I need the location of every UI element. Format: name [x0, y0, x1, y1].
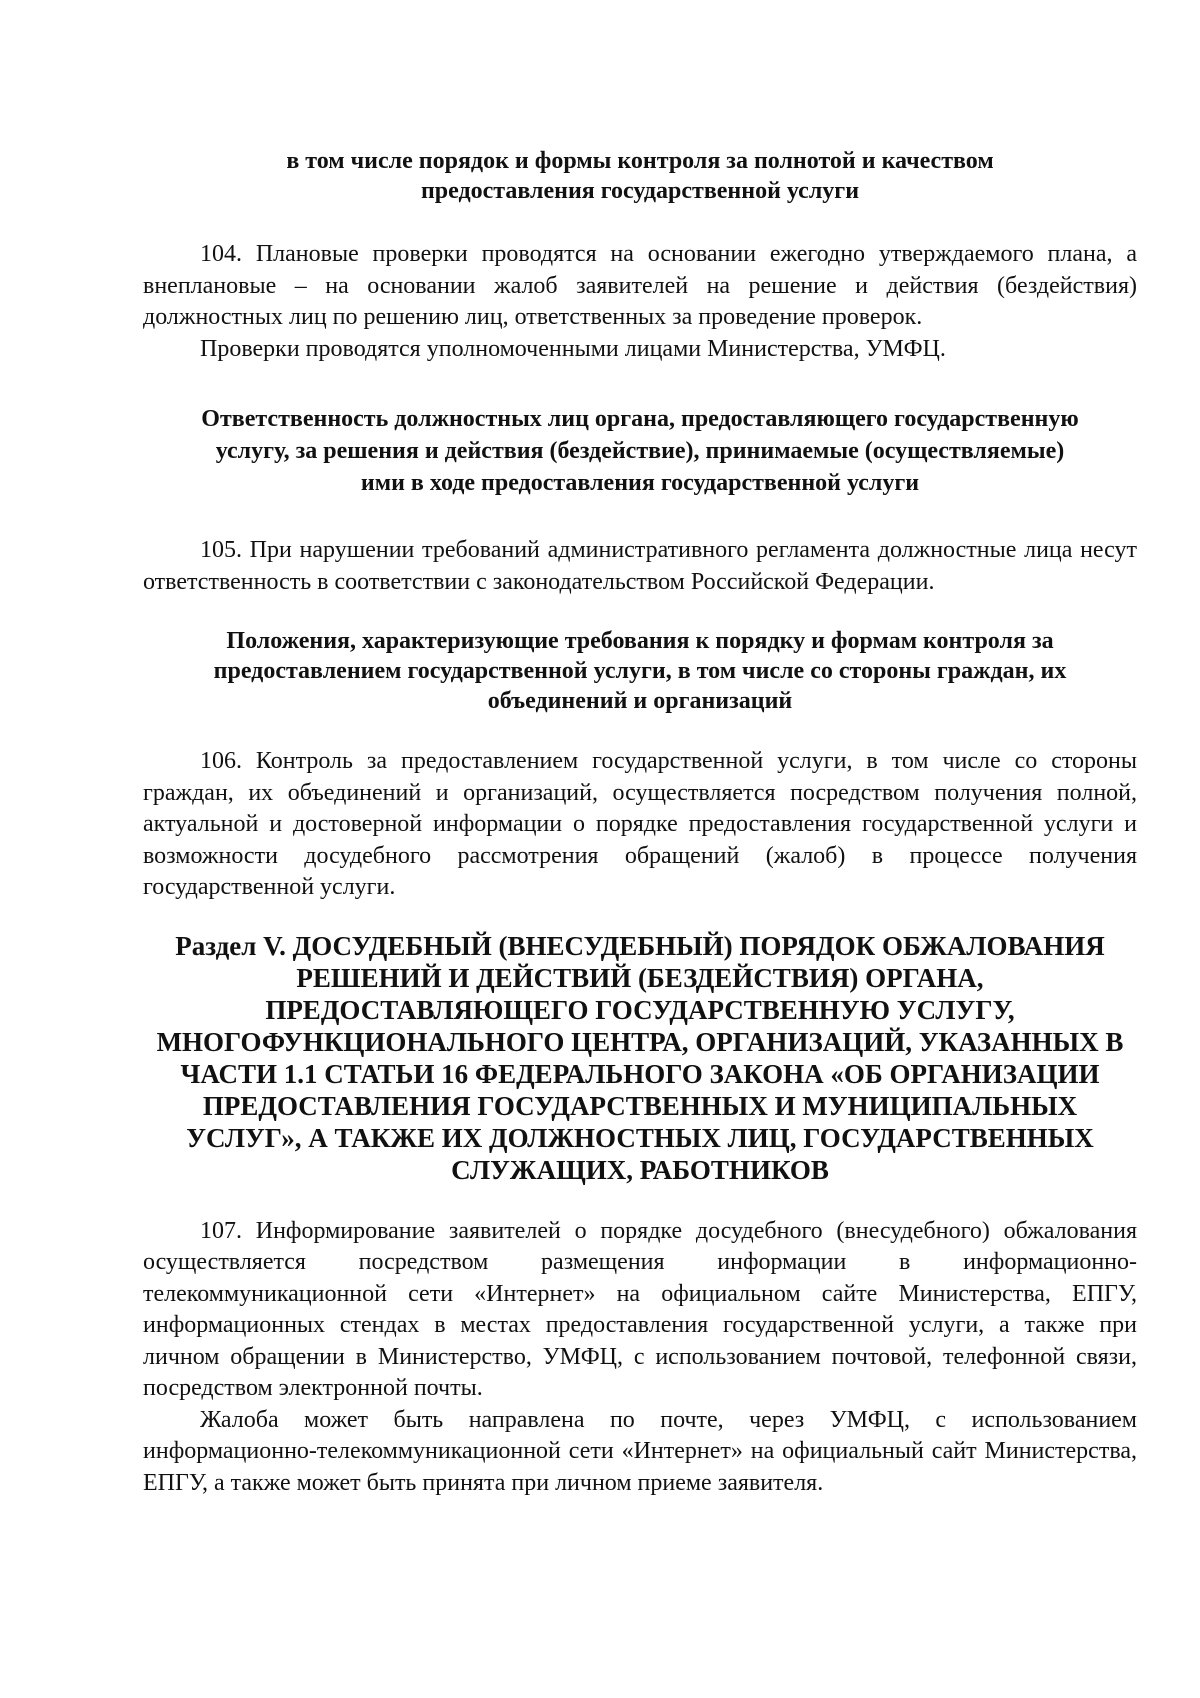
- paragraph-104-checks: Проверки проводятся уполномоченными лицами Министерства, УМФЦ.: [200, 335, 946, 362]
- heading-officials-responsibility: Ответственность должностных лиц органа, предоставляющего государственную услугу, за решения и действия (бездействие), принимаемые (осуществляемые) ими в ходе предоставления государственной услуги: [201, 406, 1079, 496]
- paragraph-107-complaint: Жалоба может быть направлена по почте, через УМФЦ, с использованием информационно-телекоммуникационной сети «Интернет» на официальный сайт Министерства, ЕПГУ, а также может быть принята при личном приеме заявителя.: [143, 1406, 1137, 1496]
- spacer: [143, 499, 1137, 535]
- spacer: [143, 206, 1137, 239]
- spacer: [143, 904, 1137, 930]
- heading-control-forms: в том числе порядок и формы контроля за полнотой и качеством предоставления государственной услуги: [286, 148, 994, 204]
- section-v-title: Раздел V. ДОСУДЕБНЫЙ (ВНЕСУДЕБНЫЙ) ПОРЯДОК ОБЖАЛОВАНИЯ РЕШЕНИЙ И ДЕЙСТВИЙ (БЕЗДЕЙСТВИЯ) ОРГАНА, ПРЕДОСТАВЛЯЮЩЕГО ГОСУДАРСТВЕННУЮ УСЛУГУ, МНОГОФУНКЦИОНАЛЬНОГО ЦЕНТРА, ОРГАНИЗАЦИЙ, УКАЗАННЫХ В ЧАСТИ 1.1 СТАТЬИ 16 ФЕДЕРАЛЬНОГО ЗАКОНА «ОБ ОРГАНИЗАЦИИ ПРЕДОСТАВЛЕНИЯ ГОСУДАРСТВЕННЫХ И МУНИЦИПАЛЬНЫХ УСЛУГ», А ТАКЖЕ ИХ ДОЛЖНОСТНЫХ ЛИЦ, ГОСУДАРСТВЕННЫХ СЛУЖАЩИХ, РАБОТНИКОВ: [156, 930, 1124, 1185]
- paragraph-104: 104. Плановые проверки проводятся на основании ежегодно утверждаемого плана, а внеплановые – на основании жалоб заявителей на решение и действия (бездействия) должностных лиц по решению лиц, ответственных за проведение проверок.: [143, 241, 1137, 330]
- heading-control-requirements: Положения, характеризующие требования к порядку и формам контроля за предоставлением государственной услуги, в том числе со стороны граждан, их объединений и организаций: [213, 628, 1067, 714]
- paragraph-106: 106. Контроль за предоставлением государственной услуги, в том числе со стороны граждан, их объединений и организаций, осуществляется посредством получения полной, актуальной и достоверной информации о порядке предоставления государственной услуги и возможности досудебного рассмотрения обращений (жалоб) в процессе получения государственной услуги.: [143, 748, 1137, 900]
- spacer: [143, 1186, 1137, 1216]
- spacer: [143, 716, 1137, 746]
- document-body: [143, 146, 1137, 1499]
- paragraph-105: 105. При нарушении требований административного регламента должностные лица несут ответственность в соответствии с законодательством Российской Федерации.: [143, 537, 1137, 595]
- spacer: [143, 598, 1137, 626]
- paragraph-107: 107. Информирование заявителей о порядке досудебного (внесудебного) обжалования осуществляется посредством размещения информации в информационно-телекоммуникационной сети «Интернет» на официальном сайте Министерства, ЕПГУ, информационных стендах в местах предоставления государственной услуги, а также при личном обращении в Министерство, УМФЦ, с использованием почтовой, телефонной связи, посредством электронной почты.: [143, 1217, 1137, 1401]
- spacer: [143, 365, 1137, 403]
